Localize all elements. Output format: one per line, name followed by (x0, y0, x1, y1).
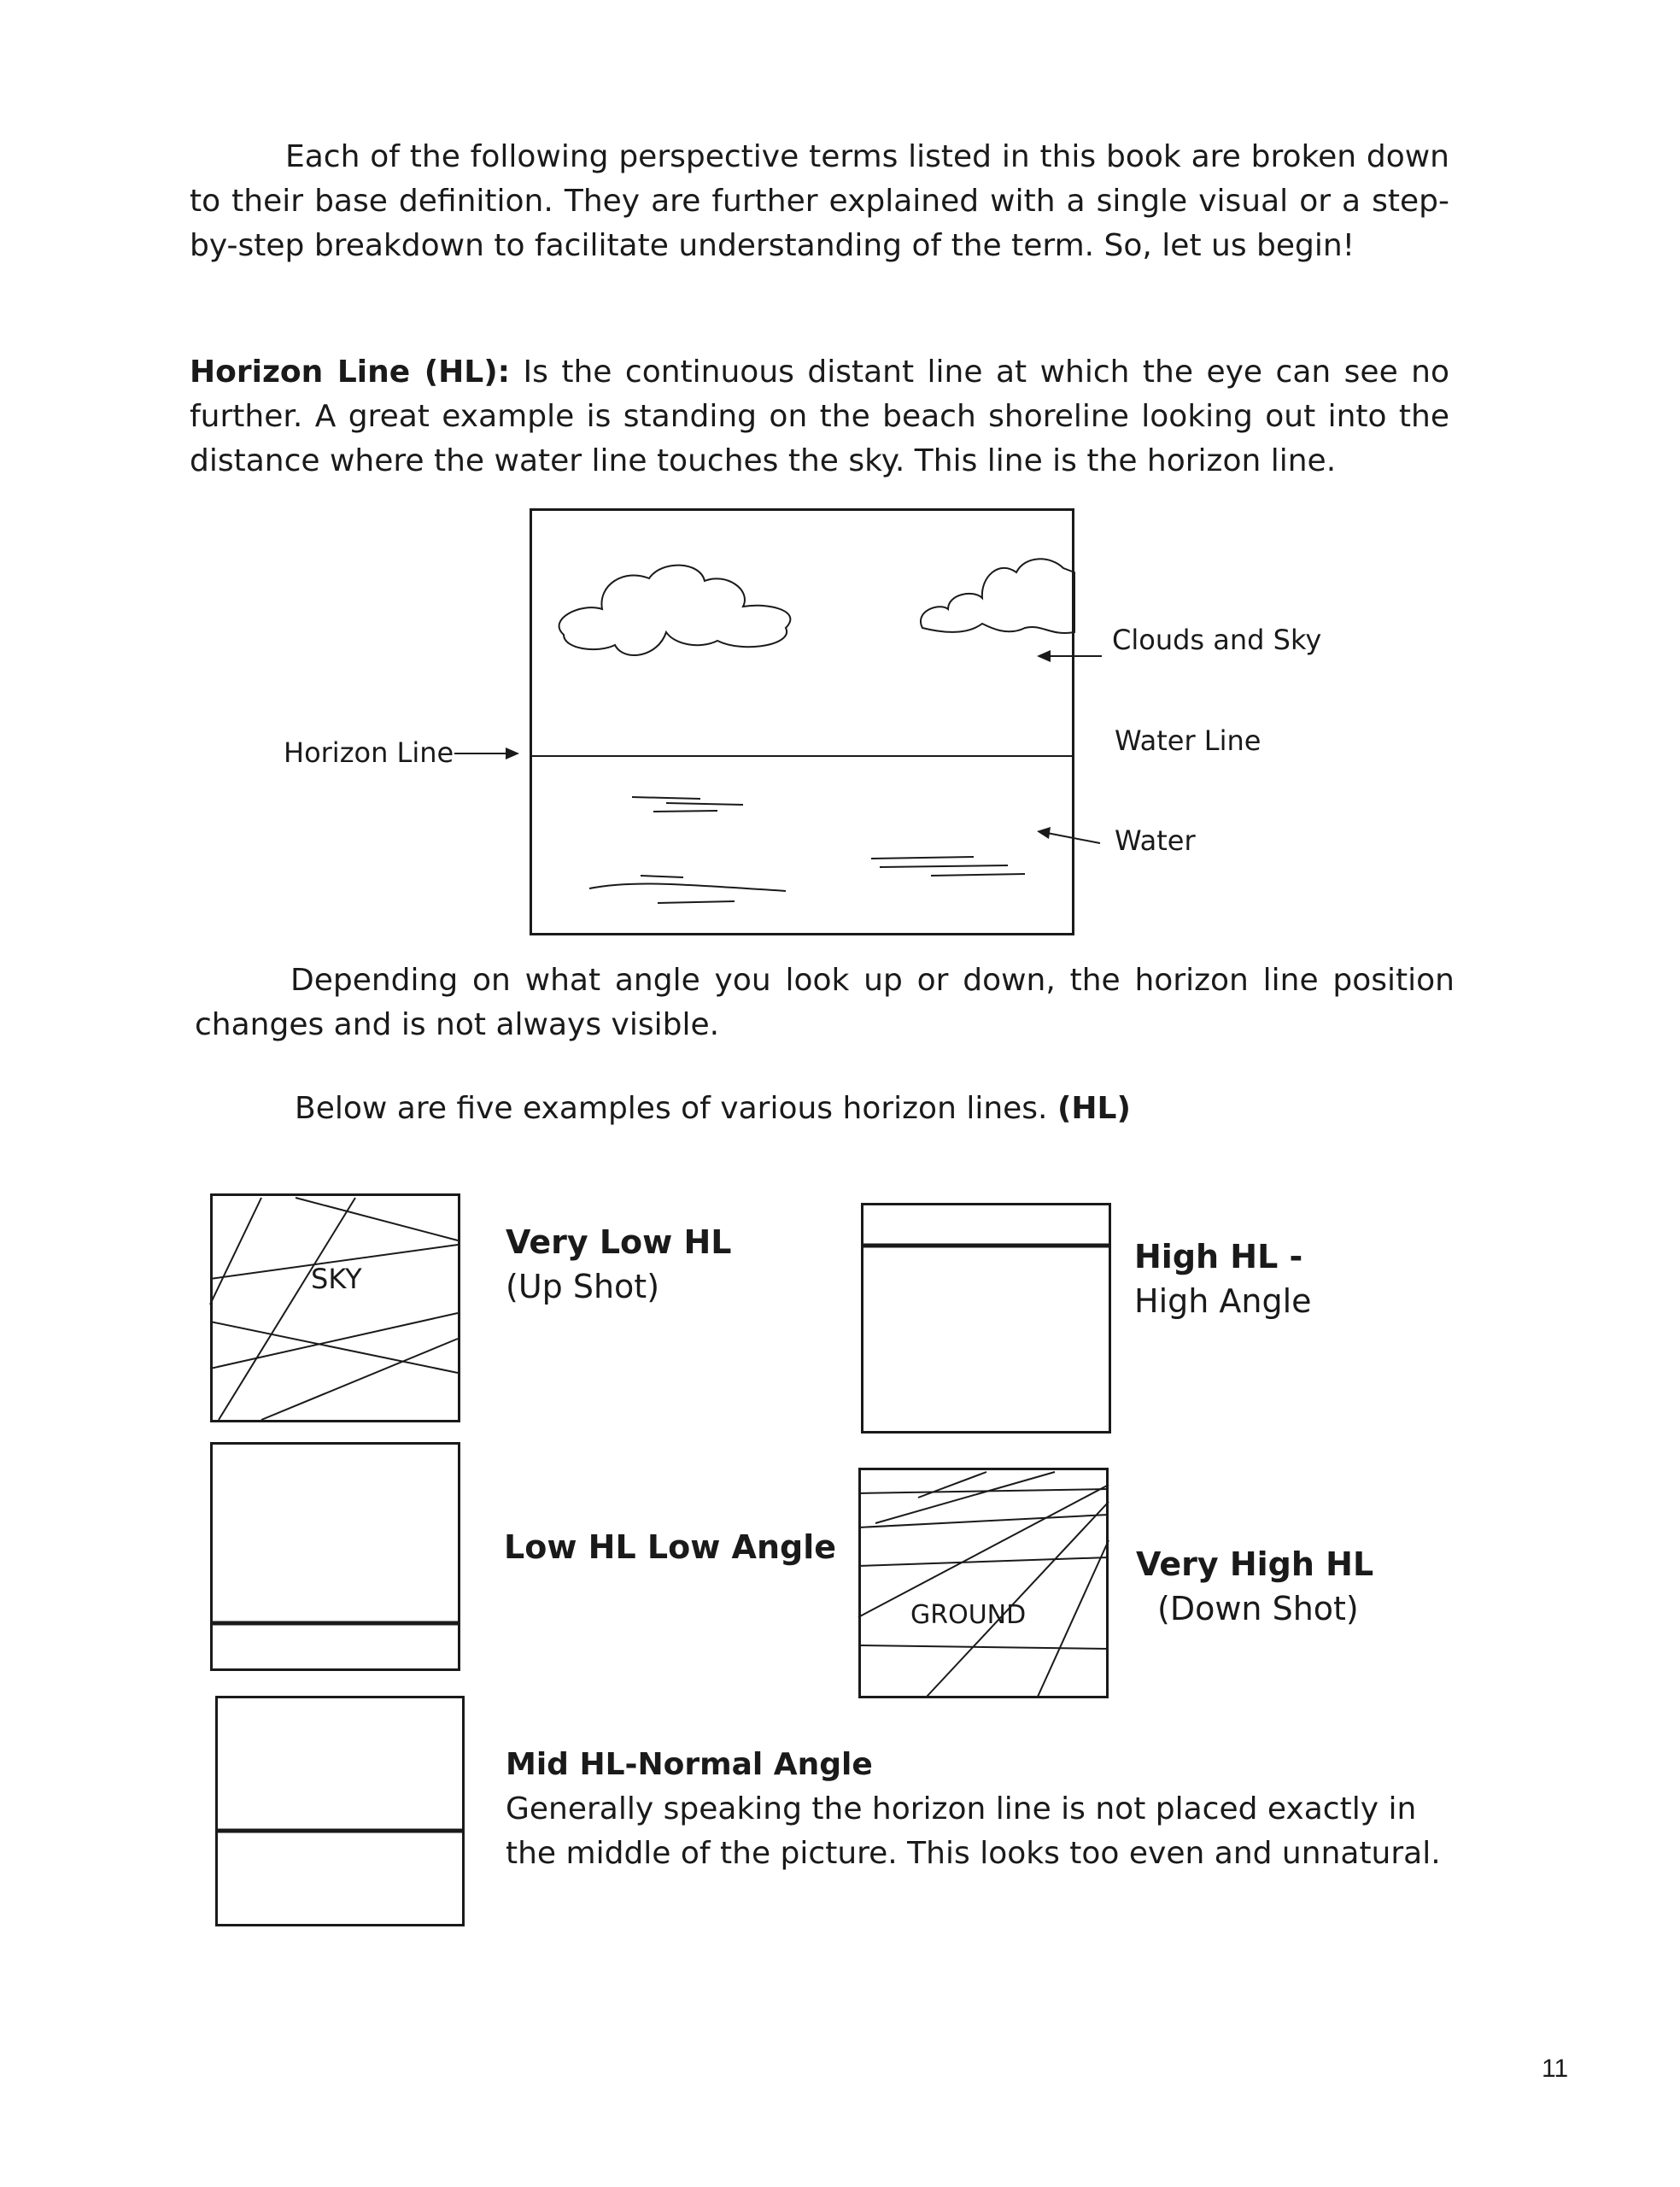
arrow-right-icon (453, 745, 521, 762)
high-hl-title: High HL - (1134, 1238, 1303, 1275)
cloud-right (921, 559, 1074, 633)
very-high-hl-lines (858, 1468, 1109, 1698)
mid-hl-title: Mid HL-Normal Angle (506, 1747, 873, 1782)
very-low-hl-lines (210, 1193, 460, 1422)
page-number: 11 (1542, 2055, 1569, 2083)
examples-intro (295, 1087, 1405, 1131)
cloud-left (559, 566, 791, 655)
intro-paragraph: Each of the following perspective terms listed in this book are broken down to their base definition. They are further explained with a single visual or a step-by-step breakdown to facilitate understanding of the term. So, let us begin! (190, 139, 1449, 263)
water-stroke-1 (632, 797, 743, 812)
mid-hl-text: Generally speaking the horizon line is not placed exactly in the middle of the picture. This looks too even and unnatural. (506, 1791, 1441, 1871)
water-label: Water (1115, 824, 1196, 857)
water-line-label: Water Line (1115, 724, 1261, 757)
examples-intro-abbr: (HL) (1057, 1091, 1131, 1126)
examples-intro-text: Below are five examples of various horizon lines. (295, 1091, 1057, 1126)
very-low-hl-label (506, 1220, 732, 1309)
low-hl-box (210, 1442, 460, 1671)
high-hl-box (861, 1203, 1111, 1434)
low-hl-line (210, 1442, 460, 1671)
horizon-definition (190, 350, 1449, 484)
mid-hl-box (215, 1696, 465, 1926)
high-hl-label (1134, 1234, 1312, 1323)
low-hl-title: Low HL Low Angle (504, 1528, 837, 1566)
water-stroke-2 (589, 876, 786, 903)
high-hl-sub: High Angle (1134, 1282, 1312, 1320)
high-hl-line (861, 1203, 1111, 1434)
diagram-drawing (530, 508, 1074, 935)
very-low-hl-title: Very Low HL (506, 1223, 732, 1261)
sky-text: SKY (311, 1263, 362, 1295)
very-high-hl-box (858, 1468, 1109, 1698)
angle-paragraph: Depending on what angle you look up or down, the horizon line position changes and is not always visible. (195, 963, 1455, 1042)
mid-hl-label (506, 1743, 1462, 1876)
very-high-hl-label (1136, 1542, 1373, 1631)
horizon-line-label: Horizon Line (284, 736, 454, 769)
ground-text: GROUND (910, 1600, 1027, 1630)
horizon-definition-text: Is the continuous distant line at which the eye can see no further. A great example is standing on the beach shoreline looking out into the distance where the water line touches the sky. This line is the horizon line. (190, 355, 1450, 478)
water-stroke-3 (871, 857, 1025, 876)
arrow-left-icon (1035, 824, 1103, 850)
horizon-diagram (530, 508, 1074, 935)
very-low-hl-box (210, 1193, 460, 1422)
clouds-sky-label: Clouds and Sky (1112, 624, 1322, 656)
mid-hl-line (215, 1696, 465, 1926)
arrow-left-icon (1035, 648, 1103, 665)
very-low-hl-sub: (Up Shot) (506, 1268, 660, 1305)
horizon-term: Horizon Line (HL): (190, 355, 511, 390)
very-high-hl-sub: (Down Shot) (1157, 1590, 1359, 1627)
very-high-hl-title: Very High HL (1136, 1545, 1374, 1583)
